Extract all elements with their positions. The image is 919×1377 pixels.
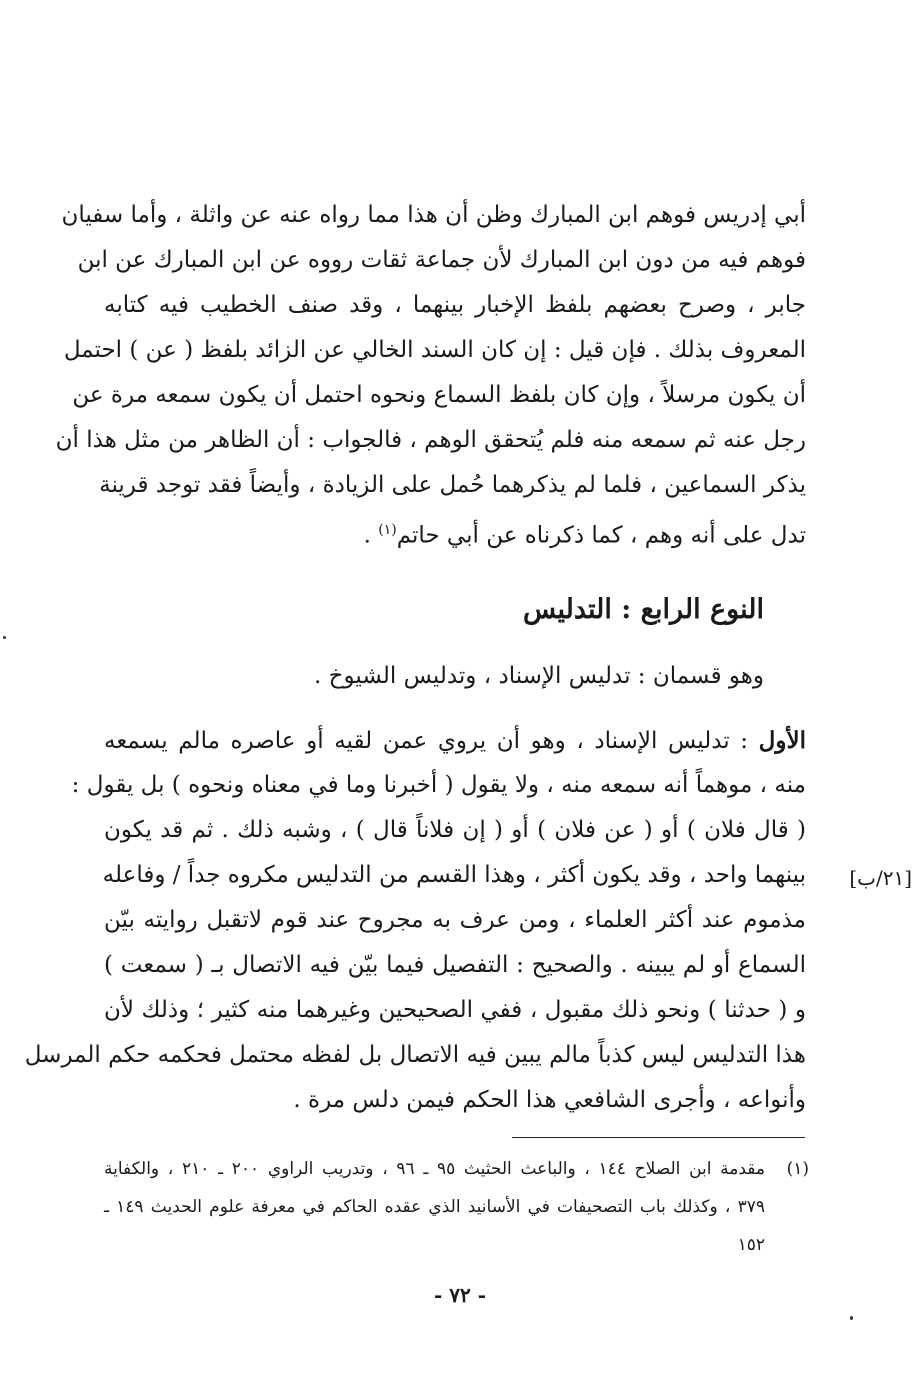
text-line: ( قال فلان ) أو ( عن فلان ) أو ( إن فلاناً قال ) ، وشبه ذلك . ثم قد يكون (104, 817, 806, 843)
section-intro: وهو قسمان : تدليس الإسناد ، وتدليس الشيوخ . (314, 663, 764, 689)
footnote-separator (512, 1137, 805, 1138)
text-line: بينهما واحد ، وقد يكون أكثر ، وهذا القسم من التدليس مكروه جداً / وفاعله (102, 862, 806, 888)
text-line: هذا التدليس ليس كذباً مالم يبين فيه الاتصال بل لفظه محتمل فحكمه حكم المرسل (24, 1042, 806, 1068)
text-fragment: : تدليس الإسناد ، وهو أن يروي عمن لقيه أو عاصره مالم يسمعه (104, 728, 759, 754)
paragraph-first-type (24, 718, 806, 1123)
footnote-number: (١) (786, 1159, 809, 1179)
bold-lead-word: الأول (758, 727, 806, 754)
text-line: أبي إدريس فوهم ابن المبارك وظن أن هذا مما رواه عنه عن واثلة ، وأما سفيان (61, 202, 806, 228)
text-line-last (104, 508, 806, 553)
text-line: رجل عنه ثم سمعه منه فلم يُتحقق الوهم ، فالجواب : أن الظاهر من مثل هذا أن (55, 427, 806, 453)
text-line: مذموم عند أكثر العلماء ، ومن عرف به مجروح عند قوم لاتقبل روايته بيّن (104, 907, 806, 933)
text-fragment: تدل على أنه وهم ، كما ذكرناه عن أبي حاتم (396, 522, 806, 549)
manuscript-folio-reference: [٢١/ب] (849, 866, 912, 890)
scan-speck (3, 636, 6, 639)
footnote-marker[interactable]: (١) (378, 522, 397, 538)
text-line: السماع أو لم يبينه . والصحيح : التفصيل فيما بيّن فيه الاتصال بـ ( سمعت ) (104, 952, 806, 978)
section-heading: النوع الرابع : التدليس (523, 594, 764, 625)
footnote (104, 1150, 809, 1264)
text-line: و ( حدثنا ) ونحو ذلك مقبول ، ففي الصحيحين وغيرهما منه كثير ؛ وذلك لأن (104, 997, 806, 1023)
text-line: المعروف بذلك . فإن قيل : إن كان السند الخالي عن الزائد بلفظ ( عن ) احتمل (63, 337, 806, 363)
text-line-last: وأنواعه ، وأجرى الشافعي هذا الحكم فيمن دلس مرة . (293, 1087, 806, 1113)
footnote-text: مقدمة ابن الصلاح ١٤٤ ، والباعث الحثيث ٩٥ ـ ٩٦ ، وتدريب الراوي ٢٠٠ ـ ٢١٠ ، والكفاية (104, 1159, 765, 1179)
scan-speck (850, 1316, 853, 1320)
footnote-line (104, 1150, 809, 1188)
footnote-line: ١٥٢ (737, 1235, 765, 1255)
text-line: أن يكون مرسلاً ، وإن كان بلفظ السماع ونحوه احتمل أن يكون سمعه مرة عن (72, 382, 806, 408)
text-line: جابر ، وصرح بعضهم بلفظ الإخبار بينهما ، وقد صنف الخطيب فيه كتابه (104, 292, 806, 318)
page-number: - ٧٢ - (433, 1283, 486, 1307)
text-line (104, 718, 806, 763)
footnote-line: ٣٧٩ ، وكذلك باب التصحيفات في الأسانيد الذي عقده الحاكم في معرفة علوم الحديث ١٤٩ ـ (104, 1197, 765, 1217)
text-line: يذكر السماعين ، فلما لم يذكرهما حُمل على الزيادة ، وأيضاً فقد توجد قرينة (99, 472, 806, 498)
text-line: منه ، موهماً أنه سمعه منه ، ولا يقول ( أخبرنا وما في معناه ونحوه ) بل يقول : (71, 772, 806, 798)
text-line: فوهم فيه من دون ابن المبارك لأن جماعة ثقات رووه عن ابن المبارك عن ابن (77, 247, 806, 273)
paragraph-continuation (55, 193, 806, 553)
text-fragment: . (363, 522, 379, 549)
